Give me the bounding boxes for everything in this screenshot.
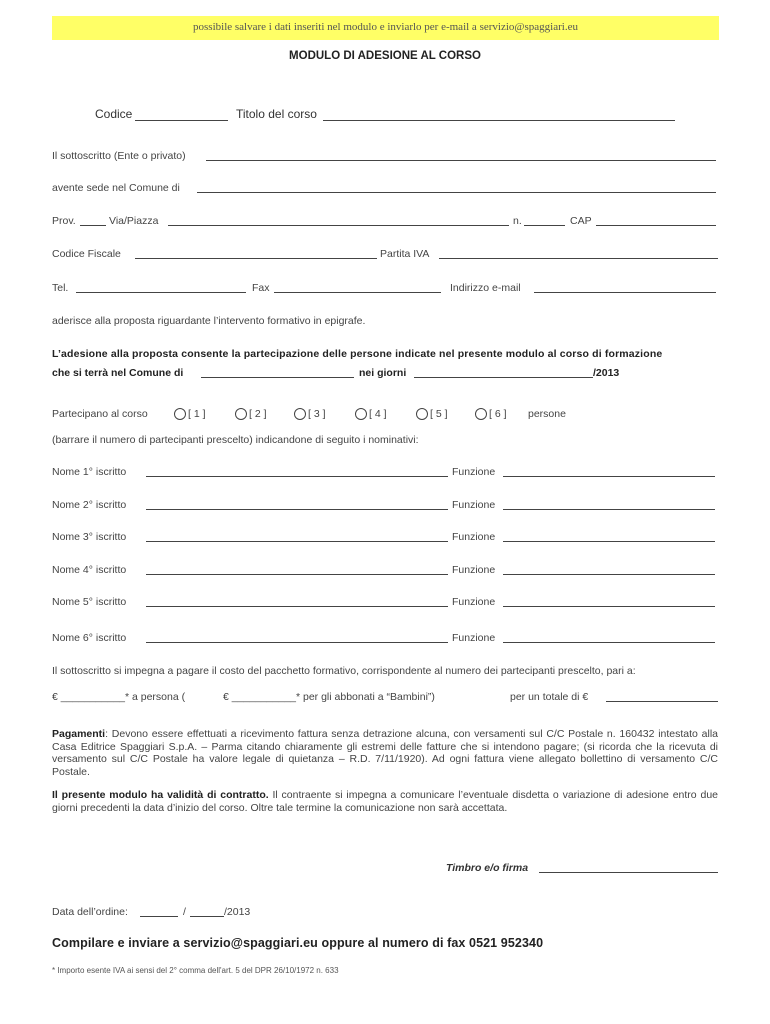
participant-4-function-label: Funzione (452, 564, 496, 576)
order-date-year: /2013 (224, 906, 251, 918)
participants-6-radio[interactable] (475, 408, 487, 420)
signature-label: Timbro e/o firma (446, 862, 529, 874)
course-title-field[interactable] (323, 120, 675, 121)
payment-commitment: Il sottoscritto si impegna a pagare il costo del pacchetto formativo, corrispondente al numero dei partecipanti prescelto, pari a: (52, 665, 636, 677)
participants-3-label: [ 3 ] (308, 408, 326, 420)
subscriber-field[interactable] (206, 160, 716, 161)
participant-3-function-field[interactable] (503, 541, 715, 542)
participant-6-label: Nome 6° iscritto (52, 632, 127, 644)
save-hint-text: possibile salvare i dati inseriti nel modulo e inviarlo per e-mail a servizio@spaggiari.eu (193, 21, 578, 33)
form-title: MODULO DI ADESIONE AL CORSO (289, 50, 481, 62)
participant-5-function-label: Funzione (452, 596, 496, 608)
prov-label: Prov. (52, 215, 76, 227)
course-days-field[interactable] (414, 377, 593, 378)
participants-suffix: persone (528, 408, 566, 420)
participants-2-label: [ 2 ] (249, 408, 267, 420)
tax-code-label: Codice Fiscale (52, 248, 121, 260)
participants-1-label: [ 1 ] (188, 408, 206, 420)
vat-field[interactable] (439, 258, 718, 259)
adhesion-line-2-start: che si terrà nel Comune di (52, 367, 184, 379)
save-hint-banner (52, 16, 719, 40)
participants-5-radio[interactable] (416, 408, 428, 420)
participant-5-name-field[interactable] (146, 606, 448, 607)
prov-field[interactable] (80, 225, 106, 226)
tax-code-field[interactable] (135, 258, 377, 259)
participant-4-function-field[interactable] (503, 574, 715, 575)
participants-2-radio[interactable] (235, 408, 247, 420)
vat-footnote: * Importo esente IVA ai sensi del 2° comma dell'art. 5 del DPR 26/10/1972 n. 633 (52, 966, 339, 975)
participant-5-label: Nome 5° iscritto (52, 596, 127, 608)
participant-3-function-label: Funzione (452, 531, 496, 543)
price-per-person: € ___________* a persona ( (52, 691, 186, 703)
participants-4-radio[interactable] (355, 408, 367, 420)
participants-note: (barrare il numero di partecipanti prescelto) indicandone di seguito i nominativi: (52, 434, 419, 446)
participant-1-function-label: Funzione (452, 466, 496, 478)
participant-2-function-field[interactable] (503, 509, 715, 510)
vat-label: Partita IVA (380, 248, 430, 260)
email-label: Indirizzo e-mail (450, 282, 521, 294)
contract-text: Il contraente si impegna a comunicare l’eventuale disdetta o variazione di adesione entro due giorni precedenti la data d’inizio del corso. Oltre tale termine la comunicazione non sarà accettata. (52, 789, 718, 814)
participants-5-label: [ 5 ] (430, 408, 448, 420)
municipality-field[interactable] (201, 377, 354, 378)
participant-6-function-label: Funzione (452, 632, 496, 644)
course-code-field[interactable] (135, 120, 228, 121)
course-title-label: Titolo del corso (236, 107, 317, 121)
adhere-text: aderisce alla proposta riguardante l’intervento formativo in epigrafe. (52, 315, 366, 327)
cap-field[interactable] (596, 225, 716, 226)
adhesion-line-2-mid: nei giorni (359, 367, 407, 379)
number-field[interactable] (524, 225, 565, 226)
order-date-label: Data dell’ordine: (52, 906, 128, 918)
order-date-separator: / (183, 906, 186, 918)
participants-label: Partecipano al corso (52, 408, 148, 420)
participant-2-function-label: Funzione (452, 499, 496, 511)
send-instructions: Compilare e inviare a servizio@spaggiari.eu oppure al numero di fax 0521 952340 (52, 936, 544, 950)
participant-2-name-field[interactable] (146, 509, 448, 510)
order-date-month-field[interactable] (190, 916, 224, 917)
email-field[interactable] (534, 292, 716, 293)
participants-4-label: [ 4 ] (369, 408, 387, 420)
participant-4-label: Nome 4° iscritto (52, 564, 127, 576)
participant-6-function-field[interactable] (503, 642, 715, 643)
payments-paragraph (52, 728, 718, 778)
seat-label: avente sede nel Comune di (52, 182, 180, 194)
adhesion-line-1: L’adesione alla proposta consente la partecipazione delle persone indicate nel presente modulo al corso di formazione (52, 348, 663, 360)
contract-heading: Il presente modulo ha validità di contratto. (52, 789, 269, 801)
cap-label: CAP (570, 215, 592, 227)
payments-text: : Devono essere effettuati a ricevimento fattura senza detrazione alcuna, con versamenti sul C/C Postale n. 160432 intestato alla Casa Editrice Spaggiari S.p.A. – Parma citando chiaramente gli estremi delle fatture che si intendono pagare; (si ricorda che la ricevuta di versamento sul C/C Postale ha valore legale di quietanza – R.D. 7/11/1920). Ad ogni fattura viene allegato bollettino di versamento C/C Postale. (52, 728, 718, 778)
price-total-field[interactable] (606, 701, 718, 702)
participant-1-name-field[interactable] (146, 476, 448, 477)
street-field[interactable] (168, 225, 509, 226)
participant-5-function-field[interactable] (503, 606, 715, 607)
participant-3-label: Nome 3° iscritto (52, 531, 127, 543)
tel-field[interactable] (76, 292, 246, 293)
contract-paragraph (52, 789, 718, 814)
participants-6-label: [ 6 ] (489, 408, 507, 420)
participant-1-label: Nome 1° iscritto (52, 466, 127, 478)
participants-1-radio[interactable] (174, 408, 186, 420)
participant-3-name-field[interactable] (146, 541, 448, 542)
participant-4-name-field[interactable] (146, 574, 448, 575)
street-label: Via/Piazza (109, 215, 159, 227)
participant-2-label: Nome 2° iscritto (52, 499, 127, 511)
order-date-day-field[interactable] (140, 916, 178, 917)
price-subscribers: € ___________* per gli abbonati a “Bambini”) (223, 691, 435, 703)
price-total-label: per un totale di € (510, 691, 589, 703)
payments-heading: Pagamenti (52, 728, 106, 740)
signature-field[interactable] (539, 872, 718, 873)
participant-6-name-field[interactable] (146, 642, 448, 643)
fax-field[interactable] (274, 292, 441, 293)
adhesion-year: /2013 (593, 367, 620, 379)
tel-label: Tel. (52, 282, 69, 294)
fax-label: Fax (252, 282, 270, 294)
course-code-label: Codice (95, 107, 133, 121)
participant-1-function-field[interactable] (503, 476, 715, 477)
number-label: n. (513, 215, 522, 227)
seat-field[interactable] (197, 192, 716, 193)
subscriber-label: Il sottoscritto (Ente o privato) (52, 150, 186, 162)
participants-3-radio[interactable] (294, 408, 306, 420)
